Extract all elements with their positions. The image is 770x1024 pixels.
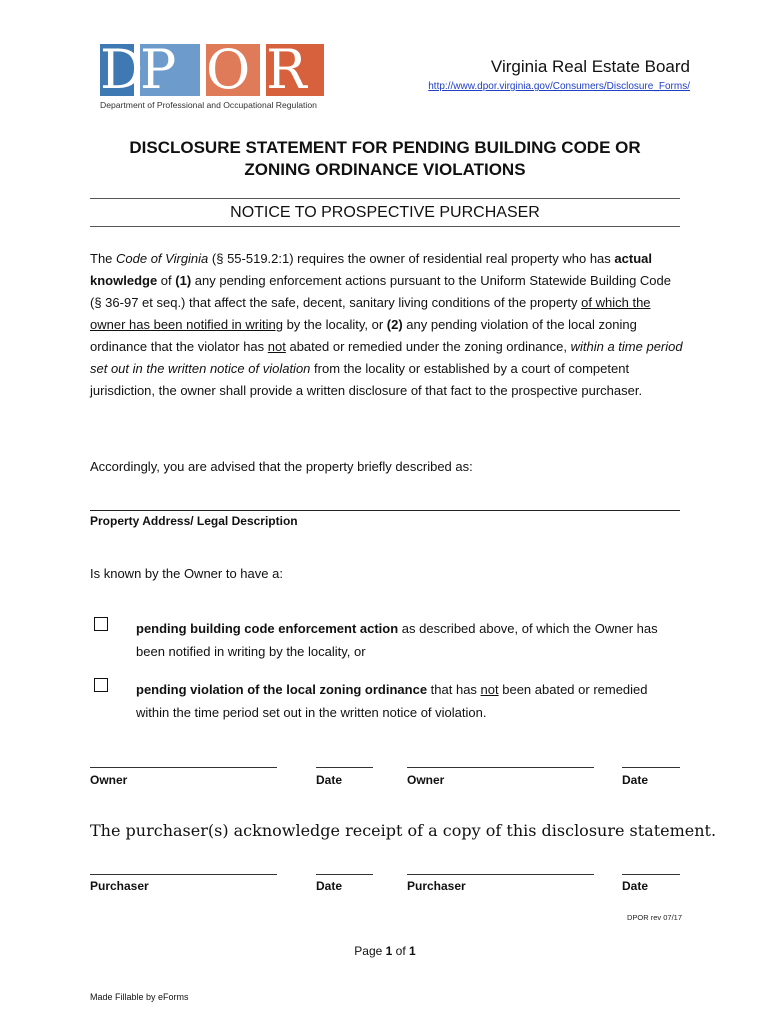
checkbox-row <box>90 678 690 728</box>
dpor-logo: D P O R Department of Professional and Occupational Regulation <box>100 44 326 116</box>
owner-signature-line[interactable] <box>90 767 277 768</box>
purchaser-date-line[interactable] <box>316 874 373 875</box>
purchaser-signature-line[interactable] <box>407 874 594 875</box>
revision-note: DPOR rev 07/17 <box>626 913 682 922</box>
purchaser-label: Purchaser <box>90 879 149 893</box>
acknowledgement-text: The purchaser(s) acknowledge receipt of a copy of this disclosure statement. <box>90 821 717 840</box>
logo-subtitle: Department of Professional and Occupational Regulation <box>100 100 317 110</box>
owner-signature-line[interactable] <box>407 767 594 768</box>
checkbox-row <box>90 617 690 667</box>
date-label: Date <box>622 879 649 893</box>
zoning-option-text: pending violation of the local zoning ordinance that has not been abated or remedied within the time period set out in the written notice of violation. <box>136 682 648 720</box>
building-code-checkbox[interactable] <box>94 617 108 631</box>
disclosure-paragraph: The Code of Virginia (§ 55-519.2:1) requires the owner of residential real property who has actual knowledge of (1) any pending enforcement actions pursuant to the Uniform Statewide Building Code (§ 36-97 et seq.) that affect the safe, decent, sanitary living conditions of the property of which the owner has been notified in writing by the locality, or (2) any pending violation of the local zoning ordinance that the violator has not abated or remedied under the zoning ordinance, within a time period set out in the written notice of violation from the locality or established by a court of competent jurisdiction, the owner shall provide a written disclosure of that fact to the prospective purchaser. <box>90 251 683 398</box>
date-label: Date <box>622 773 649 787</box>
building-code-option-text: pending building code enforcement action as described above, of which the Owner has been notified in writing by the locality, or <box>136 621 658 659</box>
date-label: Date <box>316 879 343 893</box>
property-address-field[interactable] <box>90 510 680 511</box>
notice-heading: NOTICE TO PROSPECTIVE PURCHASER <box>230 204 540 221</box>
page-number: Page 1 of 1 <box>354 944 416 958</box>
board-title: Virginia Real Estate Board <box>490 57 690 76</box>
owner-date-line[interactable] <box>622 767 680 768</box>
known-text: Is known by the Owner to have a: <box>90 566 283 581</box>
disclosure-forms-link[interactable]: http://www.dpor.virginia.gov/Consumers/Disclosure_Forms/ <box>428 81 690 92</box>
advisory-text: Accordingly, you are advised that the property briefly described as: <box>90 459 473 474</box>
owner-label: Owner <box>90 773 128 787</box>
divider <box>90 226 680 227</box>
purchaser-signature-line[interactable] <box>90 874 277 875</box>
purchaser-date-line[interactable] <box>622 874 680 875</box>
footer-credit: Made Fillable by eForms <box>90 992 189 1002</box>
document-title: DISCLOSURE STATEMENT FOR PENDING BUILDING CODE OR ZONING ORDINANCE VIOLATIONS <box>129 138 641 179</box>
purchaser-label: Purchaser <box>407 879 466 893</box>
divider <box>90 198 680 199</box>
date-label: Date <box>316 773 343 787</box>
property-address-label: Property Address/ Legal Description <box>90 514 298 528</box>
owner-date-line[interactable] <box>316 767 373 768</box>
zoning-violation-checkbox[interactable] <box>94 678 108 692</box>
owner-label: Owner <box>407 773 445 787</box>
